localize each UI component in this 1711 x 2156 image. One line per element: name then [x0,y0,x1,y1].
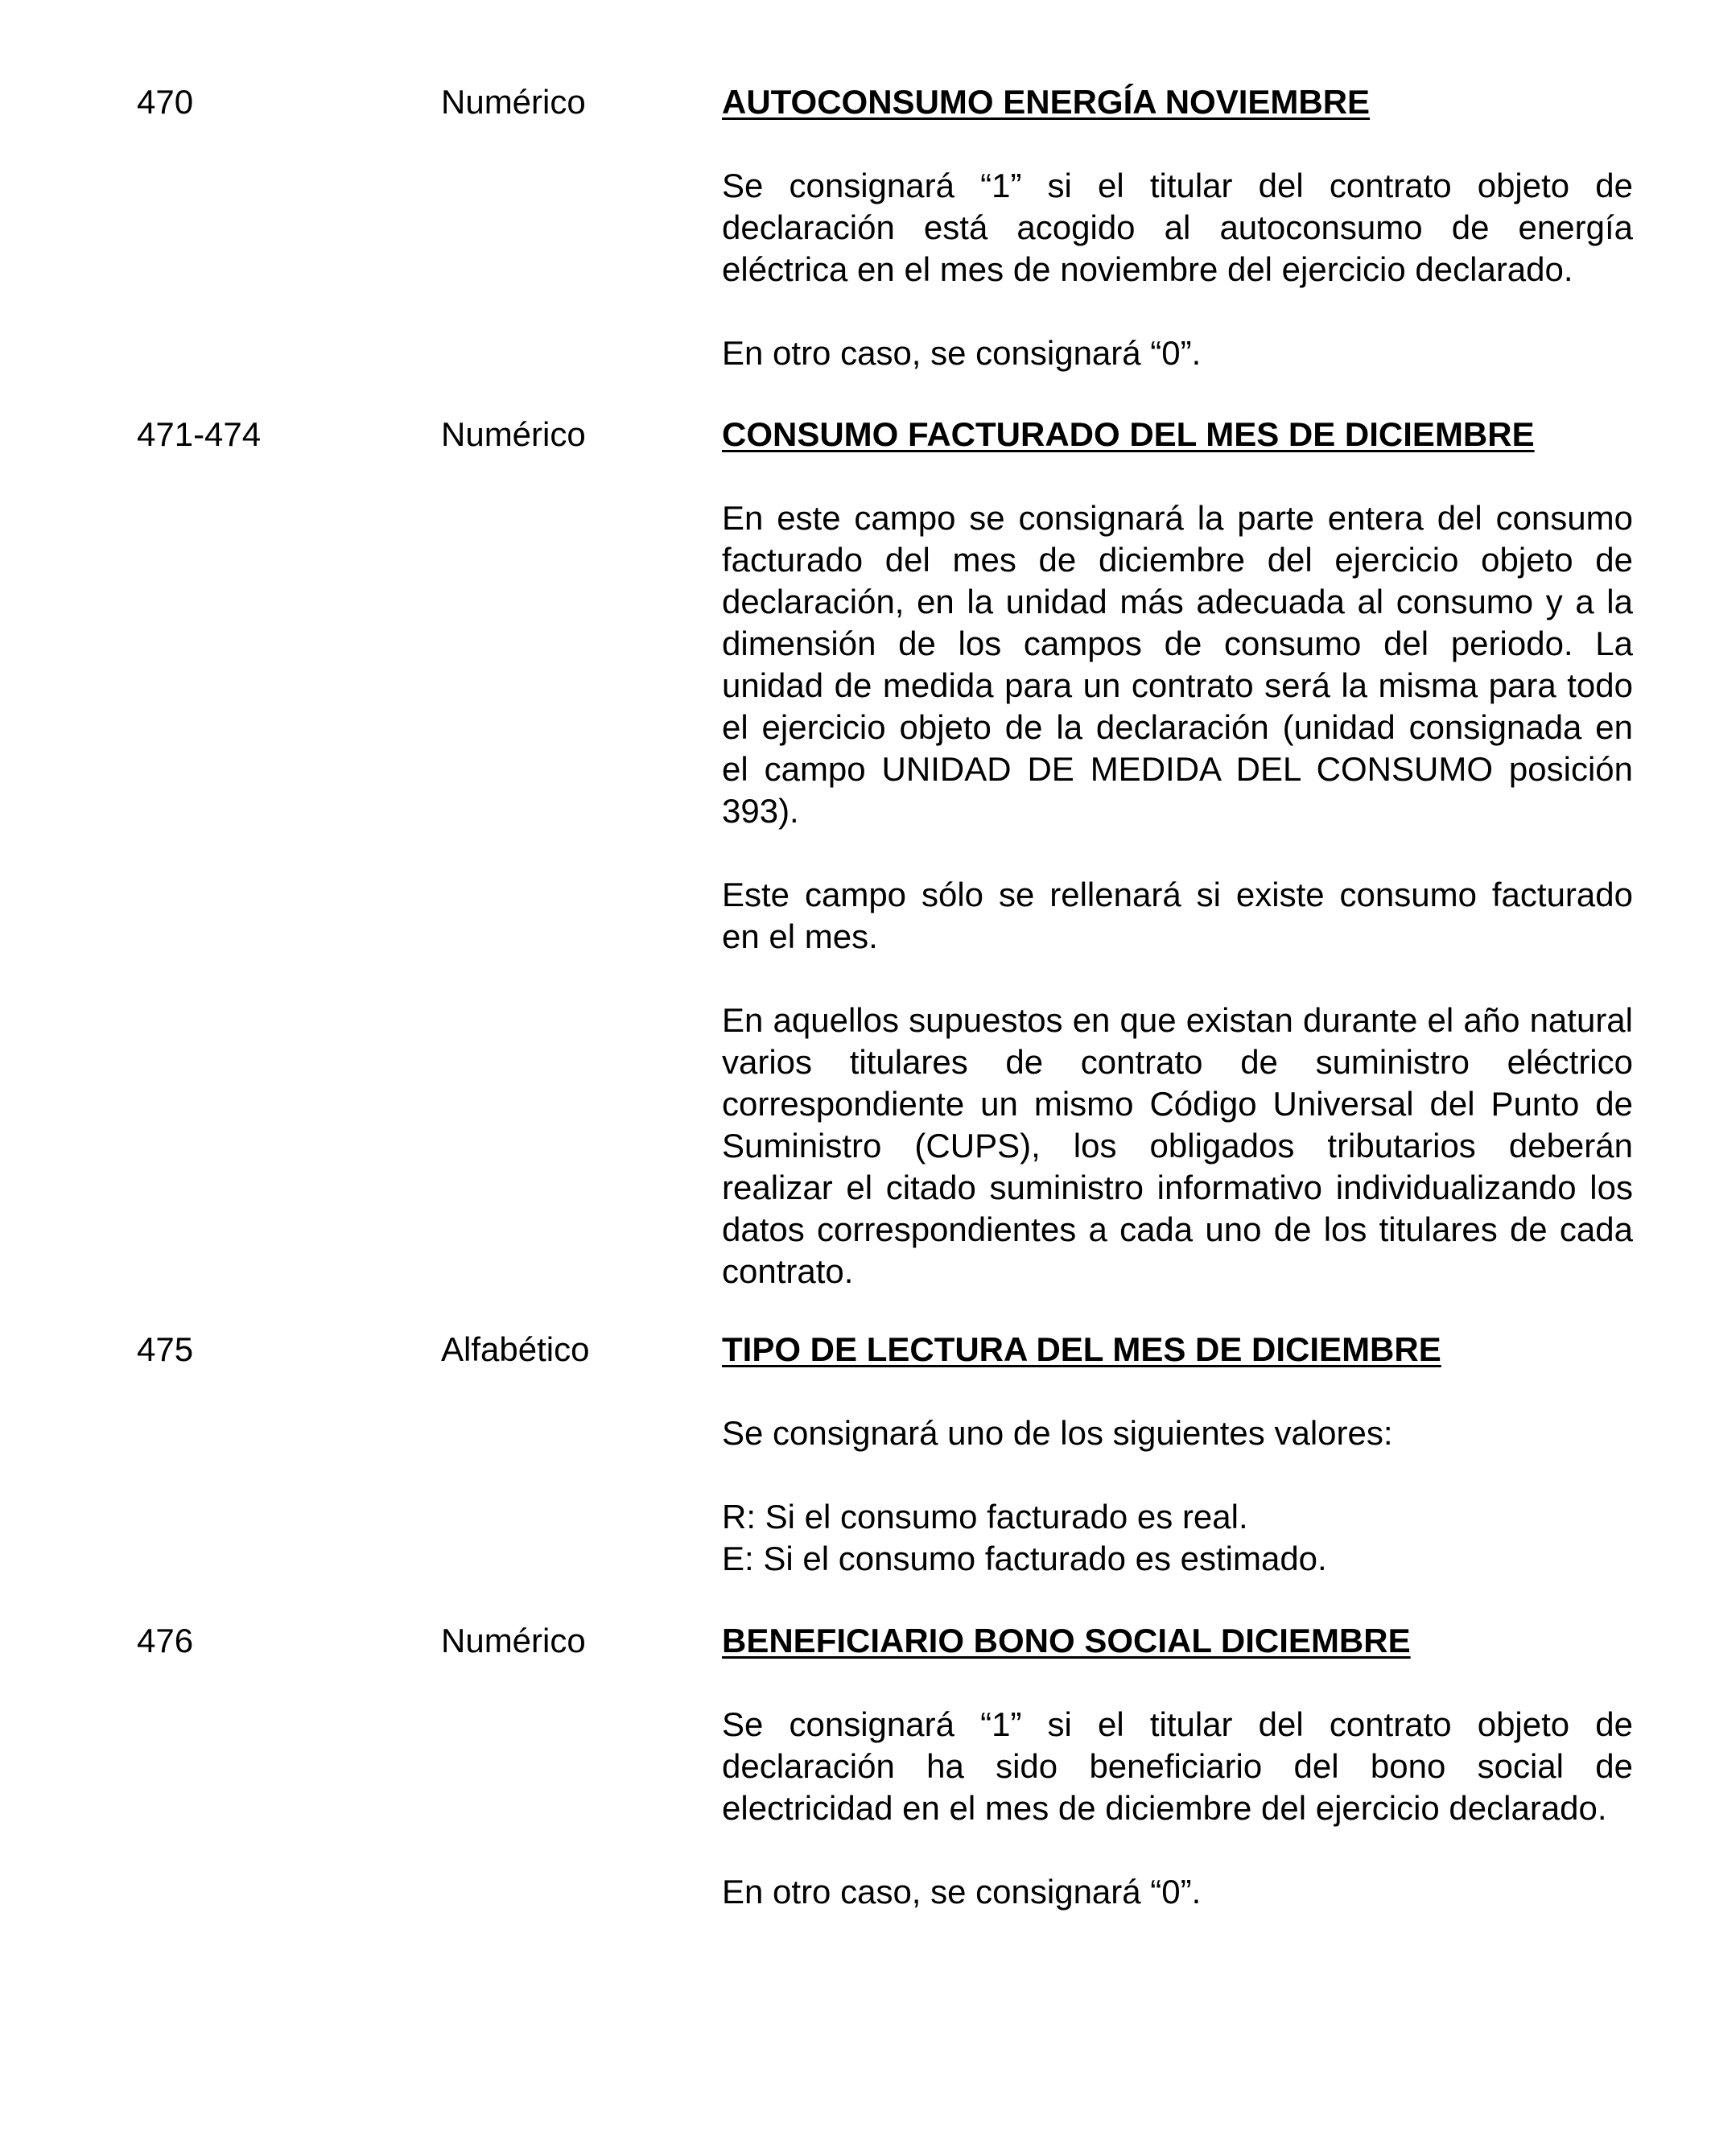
field-title: AUTOCONSUMO ENERGÍA NOVIEMBRE [722,83,1371,121]
field-title: CONSUMO FACTURADO DEL MES DE DICIEMBRE [722,415,1535,453]
description-paragraph: Se consignará “1” si el titular del contrato objeto de declaración ha sido beneficiario del bono social de electricidad en el mes de diciembre del ejercicio declarado. [722,1705,1633,1827]
values-list [722,1496,1633,1580]
value-option-e: E: Si el consumo facturado es estimado. [722,1540,1327,1577]
value-option-r: R: Si el consumo facturado es real. [722,1498,1248,1536]
field-description [722,81,1633,374]
field-position: 476 [137,1622,194,1659]
description-paragraph: En este campo se consignará la parte entera del consumo facturado del mes de diciembre del ejercicio objeto de declaración, en la unidad más adecuada al consumo y a la dimensión de los campos de consumo del periodo. La unidad de medida para un contrato será la misma para todo el ejercicio objeto de la declaración (unidad consignada en el campo UNIDAD DE MEDIDA DEL CONSUMO posición 393). [722,499,1633,830]
field-position: 471-474 [137,415,262,453]
field-type: Alfabético [441,1330,590,1368]
field-description [722,1620,1633,1913]
description-paragraph: En otro caso, se consignará “0”. [722,334,1202,372]
description-paragraph: Se consignará uno de los siguientes valores: [722,1414,1393,1452]
field-type: Numérico [441,83,586,121]
field-type: Numérico [441,415,586,453]
field-position: 470 [137,83,194,121]
description-paragraph: Este campo sólo se rellenará si existe consumo facturado en el mes. [722,876,1633,955]
field-position: 475 [137,1330,194,1368]
field-type: Numérico [441,1622,586,1659]
description-paragraph: Se consignará “1” si el titular del contrato objeto de declaración está acogido al autoconsumo de energía eléctrica en el mes de noviembre del ejercicio declarado. [722,167,1633,288]
field-title: BENEFICIARIO BONO SOCIAL DICIEMBRE [722,1622,1411,1659]
field-description [722,414,1633,1292]
description-paragraph: En otro caso, se consignará “0”. [722,1873,1202,1911]
description-paragraph: En aquellos supuestos en que existan durante el año natural varios titulares de contrato de suministro eléctrico correspondiente un mismo Código Universal del Punto de Suministro (CUPS), los obligados tributarios deberán realizar el citado suministro informativo individualizando los datos correspondientes a cada uno de los titulares de cada contrato. [722,1001,1633,1290]
field-description [722,1329,1633,1580]
field-title: TIPO DE LECTURA DEL MES DE DICIEMBRE [722,1330,1441,1368]
